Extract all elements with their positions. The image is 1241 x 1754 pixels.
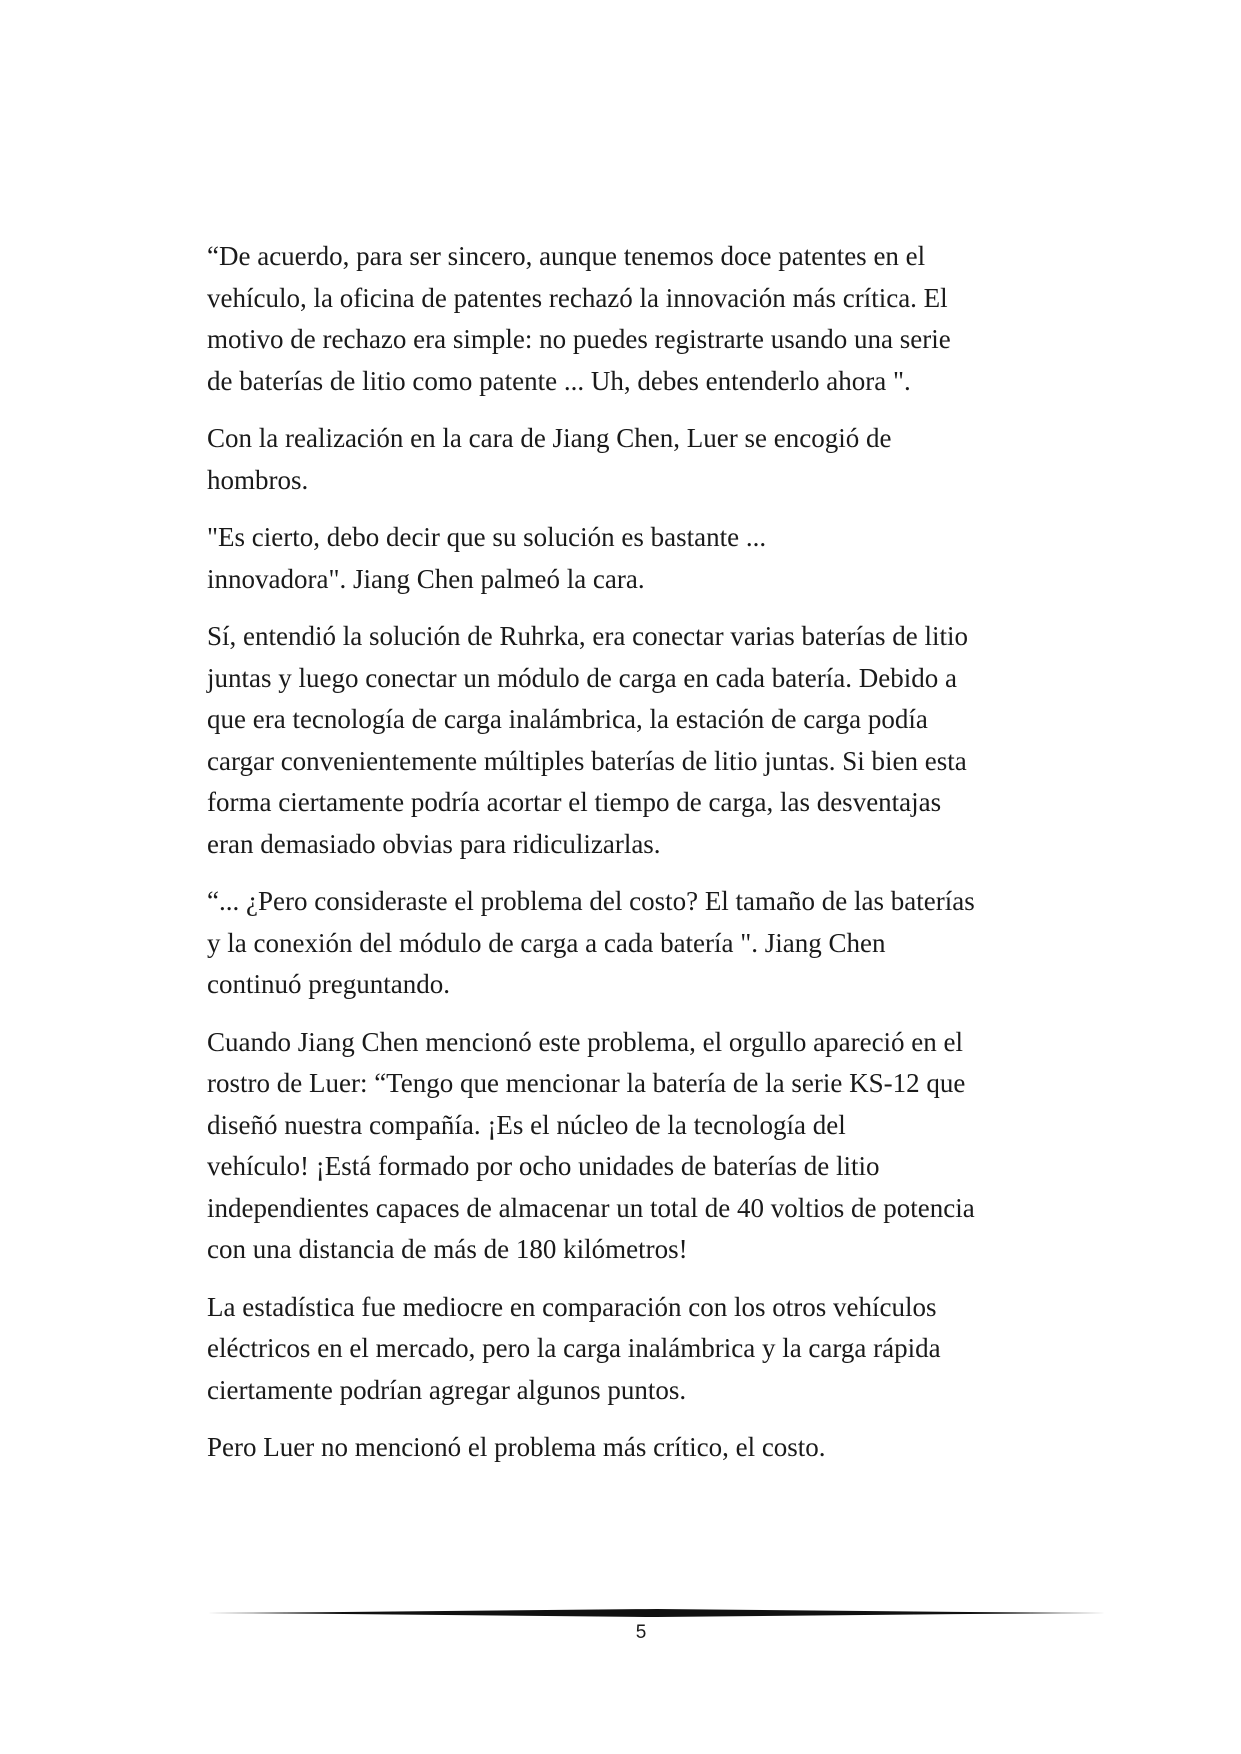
paragraph: Cuando Jiang Chen mencionó este problema, el orgullo apareció en el rostro de Luer: “Tengo que mencionar la batería de la serie KS-12 que diseñó nuestra compañía. ¡Es el núcleo de la tecnología del vehículo! ¡Está formado por ocho unidades de baterías de litio independientes capaces de almacenar un total de 40 voltios de potencia con una distancia de más de 180 kilómetros! bbox=[207, 1026, 975, 1264]
paragraph: “... ¿Pero consideraste el problema del costo? El tamaño de las baterías y la conexión del módulo de carga a cada batería ". Jiang Chen continuó preguntando. bbox=[207, 886, 975, 999]
paragraph: Sí, entendió la solución de Ruhrka, era conectar varias baterías de litio juntas y luego conectar un módulo de carga en cada batería. Debido a que era tecnología de carga inalámbrica, la estación de carga podía cargar convenientemente múltiples baterías de litio juntas. Si bien esta forma ciertamente podría acortar el tiempo de carga, las desventajas eran demasiado obvias para ridiculizarlas. bbox=[207, 621, 968, 859]
paragraph: "Es cierto, debo decir que su solución es bastante ... innovadora". Jiang Chen palmeó la cara. bbox=[207, 522, 767, 594]
page-number: 5 bbox=[635, 1622, 647, 1643]
footer-divider bbox=[207, 1606, 1106, 1620]
paragraph: Con la realización en la cara de Jiang Chen, Luer se encogió de hombros. bbox=[207, 423, 892, 495]
body-text bbox=[207, 236, 1067, 1485]
paragraph: Pero Luer no mencionó el problema más crítico, el costo. bbox=[207, 1432, 826, 1462]
paragraph: La estadística fue mediocre en comparación con los otros vehículos eléctricos en el mercado, pero la carga inalámbrica y la carga rápida ciertamente podrían agregar algunos puntos. bbox=[207, 1291, 941, 1405]
paragraph: “De acuerdo, para ser sincero, aunque tenemos doce patentes en el vehículo, la oficina de patentes rechazó la innovación más crítica. El motivo de rechazo era simple: no puedes registrarte usando una serie de baterías de litio como patente ... Uh, debes entenderlo ahora ". bbox=[207, 241, 951, 396]
